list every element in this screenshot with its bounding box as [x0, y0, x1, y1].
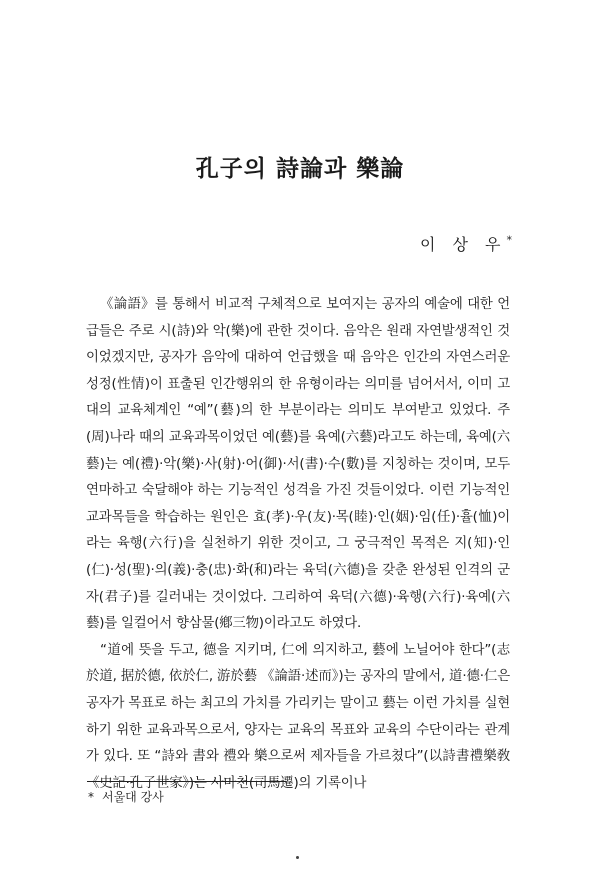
author-footnote-mark: * [506, 233, 512, 247]
author-name: 이 상 우 [419, 235, 507, 254]
paragraph-1: 《論語》를 통해서 비교적 구체적으로 보여지는 공자의 예술에 대한 언급들은 주로 시(詩)와 악(樂)에 관한 것이다. 음악은 원래 자연발생적인 것이었겠지만, 공자가 음악에 대하여 언급했을 때 음악은 인간의 자연스러운 성정(性情)이 표출된 인간행위의 한 유형이라는 의미를 넘어서서, 이미 고대의 교육체계인 “예”(藝)의 한 부분이라는 의미도 부여받고 있었다. 주(周)나라 때의 교육과목이었던 예(藝)를 육예(六藝)라고도 하는데, 육예(六藝)는 예(禮)·악(樂)·사(射)·어(御)·서(書)·수(數)를 지칭하는 것이며, 모두 연마하고 숙달해야 하는 기능적인 성격을 가진 것들이었다. 이런 기능적인 교과목들을 학습하는 원인은 효(孝)·우(友)·목(睦)·인(姻)·임(任)·휼(恤)이라는 육행(六行)을 실천하기 위한 것이고, 그 궁극적인 목적은 지(知)·인(仁)·성(聖)·의(義)·충(忠)·화(和)라는 육덕(六德)을 갖춘 완성된 인격의 군자(君子)를 길러내는 것이었다. 그리하여 육덕(六德)·육행(六行)·육예(六藝)를 일컬어서 향삼물(鄕三物)이라고도 하였다. [86, 297, 510, 632]
footnote [88, 788, 164, 805]
author-line [420, 232, 512, 255]
page-dot [296, 856, 299, 859]
body-text [86, 292, 510, 797]
footnote-divider [87, 781, 286, 782]
footnote-mark: * [88, 790, 94, 804]
paragraph-2: “道에 뜻을 두고, 德을 지키며, 仁에 의지하고, 藝에 노닐어야 한다”(志於道, 据於德, 依於仁, 游於藝 《論語·述而》)는 공자의 말에서, 道·德·仁은 공자가 목표로 하는 최고의 가치를 가리키는 말이고 藝는 이런 가치를 실현하기 위한 교육과목으로서, 양자는 교육의 목표와 교육의 수단이라는 관계가 있다. 또 “詩와 書와 禮와 樂으로써 제자들을 가르쳤다”(以詩書禮樂敎 《史記·孔子世家》)는 사마천(司馬遷)의 기록이나 [86, 642, 510, 791]
footnote-text: 서울대 강사 [102, 790, 164, 804]
paper-title: 孔子의 詩論과 樂論 [195, 156, 405, 182]
